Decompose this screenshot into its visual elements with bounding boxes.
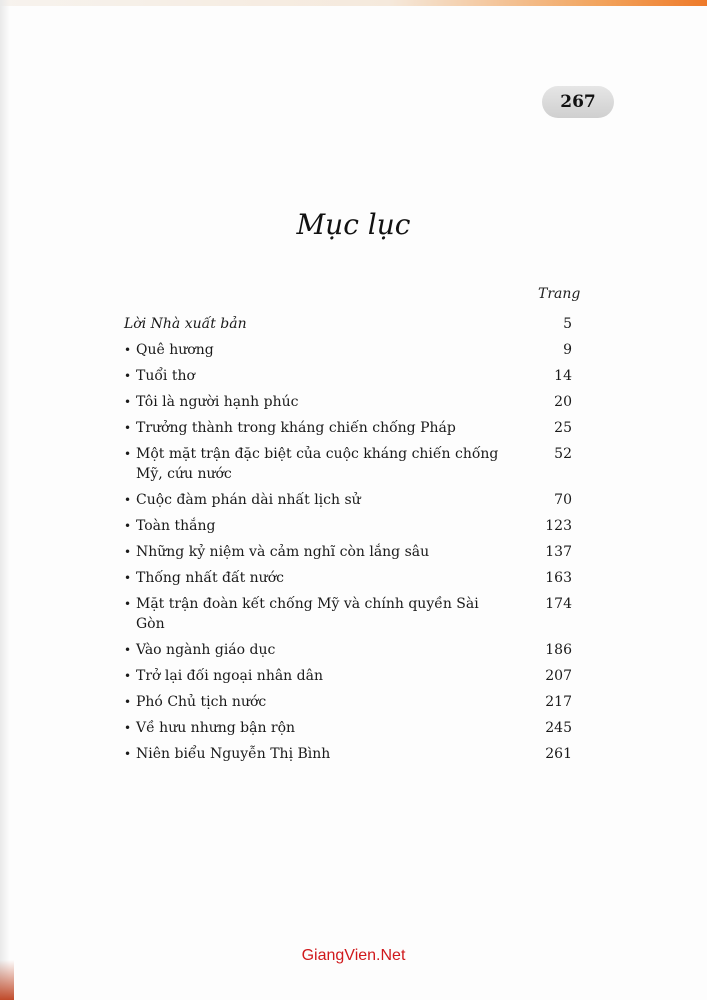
toc-entry[interactable] — [124, 542, 572, 562]
page-top-edge — [0, 0, 707, 6]
toc-entry-label: Mặt trận đoàn kết chống Mỹ và chính quyền Sài Gòn — [136, 596, 479, 632]
toc-entry[interactable] — [124, 340, 572, 360]
toc-entry[interactable] — [124, 490, 572, 510]
page-column-header: Trang — [538, 286, 581, 302]
bullet-icon: • — [124, 421, 132, 435]
bullet-icon: • — [124, 643, 132, 657]
page-title: Mục lục — [296, 208, 411, 241]
bullet-icon: • — [124, 343, 132, 357]
binding-shadow — [0, 0, 10, 1000]
toc-entry-label: Phó Chủ tịch nước — [136, 694, 267, 710]
bullet-icon: • — [124, 669, 132, 683]
bullet-icon: • — [124, 597, 132, 611]
page-number: 267 — [542, 86, 614, 118]
toc-entry-text — [124, 392, 298, 412]
bullet-icon: • — [124, 695, 132, 709]
bullet-icon: • — [124, 721, 132, 735]
toc-entry-text — [124, 490, 361, 510]
toc-entry[interactable] — [124, 366, 572, 386]
toc-entry-label: Cuộc đàm phán dài nhất lịch sử — [136, 492, 361, 508]
toc-entry[interactable] — [124, 444, 572, 484]
bullet-icon: • — [124, 519, 132, 533]
toc-entry-label: Trưởng thành trong kháng chiến chống Pháp — [136, 420, 456, 436]
toc-entry-label: Vào ngành giáo dục — [136, 642, 276, 658]
toc-entry-text — [124, 314, 247, 334]
toc-entry-label: Những kỷ niệm và cảm nghĩ còn lắng sâu — [136, 544, 430, 560]
toc-entry-page: 137 — [545, 544, 572, 560]
toc-entry-text — [124, 640, 275, 660]
cover-edge-mark — [0, 960, 14, 1000]
toc-entry-page: 52 — [554, 446, 572, 462]
toc-entry-label: Niên biểu Nguyễn Thị Bình — [136, 746, 331, 762]
toc-entry-text — [124, 692, 266, 712]
toc-entry[interactable] — [124, 568, 572, 588]
toc-entry-label: Tôi là người hạnh phúc — [136, 394, 299, 410]
toc-entry-page: 163 — [545, 570, 572, 586]
toc-entry-text — [124, 340, 214, 360]
toc-entry[interactable] — [124, 594, 572, 634]
toc-entry-label: Một mặt trận đặc biệt của cuộc kháng chiến chống Mỹ, cứu nước — [136, 446, 499, 482]
toc-entry[interactable] — [124, 418, 572, 438]
toc-entry-text — [124, 666, 323, 686]
toc-entry-label: Toàn thắng — [136, 518, 216, 534]
toc-entry[interactable] — [124, 744, 572, 764]
bullet-icon: • — [124, 493, 132, 507]
toc-entry-text — [124, 744, 330, 764]
toc-entry-page: 186 — [545, 642, 572, 658]
toc-entry-text — [124, 418, 456, 438]
toc-entry-text — [124, 366, 195, 386]
toc-entry-text — [124, 568, 284, 588]
toc-entry-page: 261 — [545, 746, 572, 762]
toc-entry[interactable] — [124, 666, 572, 686]
toc-entry-page: 245 — [545, 720, 572, 736]
toc-entry-page: 207 — [545, 668, 572, 684]
toc-entry-text — [124, 444, 504, 484]
toc-entry[interactable] — [124, 718, 572, 738]
toc-entry-label: Lời Nhà xuất bản — [124, 316, 247, 332]
toc-entry-label: Thống nhất đất nước — [136, 570, 284, 586]
table-of-contents — [124, 314, 572, 770]
toc-entry-page: 9 — [563, 342, 572, 358]
watermark-link[interactable]: GiangVien.Net — [301, 947, 406, 964]
bullet-icon: • — [124, 447, 132, 461]
toc-entry[interactable] — [124, 392, 572, 412]
toc-entry-page: 5 — [563, 316, 572, 332]
toc-entry[interactable] — [124, 516, 572, 536]
toc-entry-text — [124, 718, 295, 738]
bullet-icon: • — [124, 369, 132, 383]
toc-entry[interactable] — [124, 640, 572, 660]
toc-entry-text — [124, 594, 504, 634]
toc-entry[interactable] — [124, 314, 572, 334]
toc-entry-text — [124, 542, 429, 562]
toc-entry-page: 14 — [554, 368, 572, 384]
toc-entry-page: 217 — [545, 694, 572, 710]
toc-entry-page: 20 — [554, 394, 572, 410]
bullet-icon: • — [124, 571, 132, 585]
toc-entry-page: 174 — [545, 596, 572, 612]
toc-entry-label: Tuổi thơ — [136, 368, 195, 384]
toc-entry[interactable] — [124, 692, 572, 712]
toc-entry-label: Quê hương — [136, 342, 214, 358]
bullet-icon: • — [124, 395, 132, 409]
bullet-icon: • — [124, 747, 132, 761]
toc-entry-page: 123 — [545, 518, 572, 534]
toc-entry-page: 25 — [554, 420, 572, 436]
toc-entry-label: Về hưu nhưng bận rộn — [136, 720, 296, 736]
toc-entry-page: 70 — [554, 492, 572, 508]
toc-entry-label: Trở lại đối ngoại nhân dân — [136, 668, 323, 684]
toc-entry-text — [124, 516, 215, 536]
bullet-icon: • — [124, 545, 132, 559]
